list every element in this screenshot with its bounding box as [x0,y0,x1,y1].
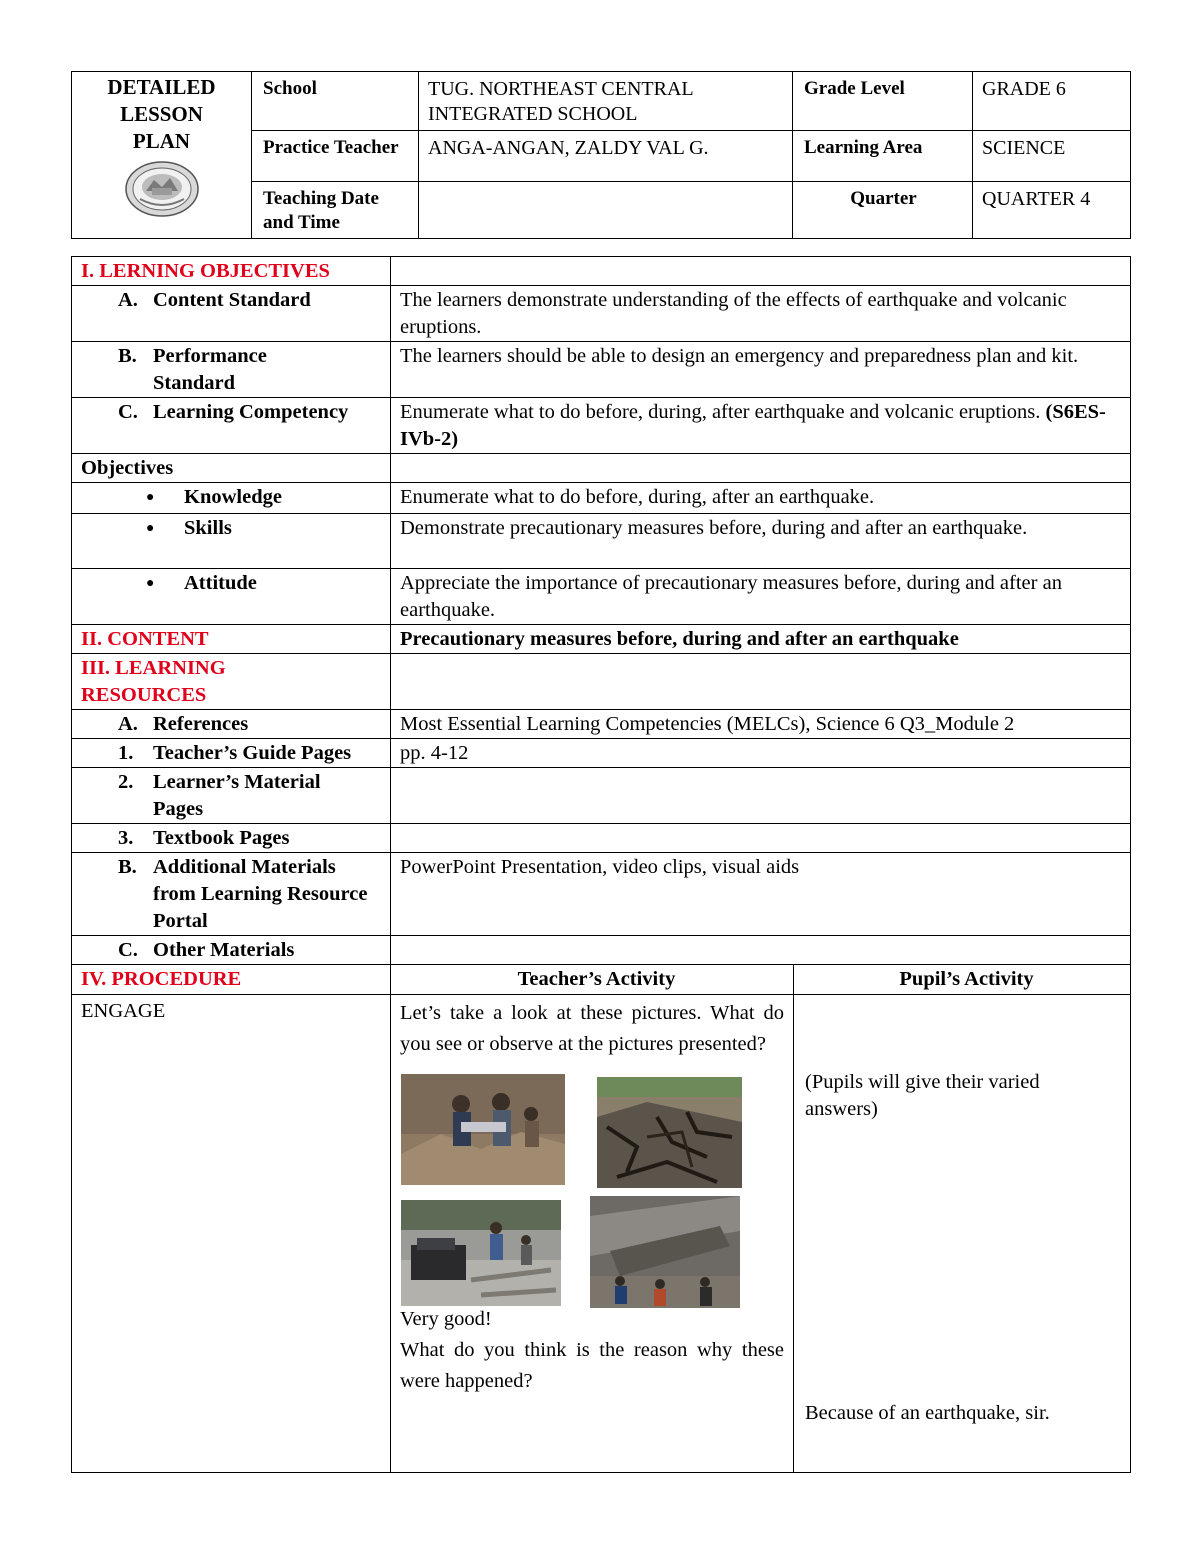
empty-cell [391,257,1131,286]
learning-competency-label [72,398,391,454]
content-standard-label [72,286,391,342]
school-value: TUG. NORTHEAST CENTRAL INTEGRATED SCHOOL [419,72,793,131]
additional-materials-text: Additional Materials from Learning Resource Portal [153,856,368,932]
learning-competency-code: (S6ES-IVb-2) [400,401,1106,450]
content-standard-text: Content Standard [153,289,311,311]
rescue-photo-icon [401,1074,565,1185]
school-label: School [252,72,419,131]
learners-material-value [391,768,1131,824]
learning-competency-desc: Enumerate what to do before, during, after earthquake and volcanic eruptions. [400,401,1041,423]
bullet-icon [72,570,184,599]
textbook-value [391,824,1131,853]
teacher-activity-header: Teacher’s Activity [391,965,794,995]
section-heading-objectives: I. LERNING OBJECTIVES [72,257,391,286]
section-heading-resources [72,654,391,710]
practice-teacher-value: ANGA-ANGAN, ZALDY VAL G. [419,131,793,182]
bullet-icon [72,515,184,544]
teachers-guide-label [72,739,391,768]
attitude-text: Attitude [184,572,257,594]
textbook-text: Textbook Pages [153,827,290,849]
empty-cell [391,454,1131,483]
content-value: Precautionary measures before, during and after an earthquake [391,625,1131,654]
learning-competency-num: C. [118,401,138,423]
pupil-activity-cell [794,995,1131,1473]
quarter-value: QUARTER 4 [973,182,1131,239]
additional-materials-num: B. [118,856,137,878]
teachers-guide-text: Teacher’s Guide Pages [153,742,352,764]
learners-material-num: 2. [118,771,134,793]
objectives-label: Objectives [72,454,391,483]
deped-seal-icon [124,161,200,217]
skills-label [72,514,391,569]
street-rubble-photo-icon [401,1200,561,1306]
other-materials-num: C. [118,939,138,961]
section-heading-content: II. CONTENT [72,625,391,654]
textbook-num: 3. [118,827,134,849]
grade-level-label: Grade Level [793,72,973,131]
pupil-activity-header: Pupil’s Activity [794,965,1131,995]
references-num: A. [118,713,138,735]
attitude-label [72,569,391,625]
learning-competency-text: Learning Competency [153,401,349,423]
knowledge-value: Enumerate what to do before, during, after an earthquake. [391,483,1131,514]
pupil-answer-1: (Pupils will give their varied answers) [805,1071,1040,1120]
teacher-activity-cell [391,995,794,1473]
skills-text: Skills [184,517,232,539]
pupil-answer-2: Because of an earthquake, sir. [805,1402,1050,1424]
textbook-label [72,824,391,853]
references-value: Most Essential Learning Competencies (MELCs), Science 6 Q3_Module 2 [391,710,1131,739]
references-label [72,710,391,739]
content-standard-num: A. [118,289,138,311]
performance-standard-text: Performance Standard [153,345,267,394]
additional-materials-value: PowerPoint Presentation, video clips, visual aids [391,853,1131,936]
performance-standard-label [72,342,391,398]
learning-area-label: Learning Area [793,131,973,182]
earthquake-photos [400,1074,784,1306]
performance-standard-value: The learners should be able to design an emergency and preparedness plan and kit. [391,342,1131,398]
grade-level-value: GRADE 6 [973,72,1131,131]
bullet-icon [72,484,184,513]
teacher-question: What do you think is the reason why these were happened? [400,1339,784,1392]
teaching-date-value [419,182,793,239]
learning-area-value: SCIENCE [973,131,1131,182]
teacher-prompt: Let’s take a look at these pictures. What do you see or observe at the pictures presented? [400,1002,784,1055]
collapsed-building-photo-icon [590,1196,740,1308]
knowledge-text: Knowledge [184,486,282,508]
teacher-praise: Very good! [400,1308,492,1330]
skills-value: Demonstrate precautionary measures before, during and after an earthquake. [391,514,1131,569]
header-table [71,71,1131,239]
learners-material-text: Learner’s Material Pages [153,771,321,820]
teachers-guide-value: pp. 4-12 [391,739,1131,768]
empty-cell [391,654,1131,710]
learning-competency-value [391,398,1131,454]
section-heading-procedure: IV. PROCEDURE [72,965,391,995]
teaching-date-label: Teaching Date and Time [252,182,419,239]
resources-heading-text: III. LEARNING RESOURCES [81,657,226,706]
engage-label: ENGAGE [72,995,391,1473]
additional-materials-label [72,853,391,936]
other-materials-value [391,936,1131,965]
other-materials-label [72,936,391,965]
practice-teacher-label: Practice Teacher [252,131,419,182]
teachers-guide-num: 1. [118,742,134,764]
attitude-value: Appreciate the importance of precautionary measures before, during and after an earthquake. [391,569,1131,625]
doc-type-title: DETAILED LESSON PLAN [107,75,216,153]
content-standard-value: The learners demonstrate understanding of the effects of earthquake and volcanic eruptions. [391,286,1131,342]
quarter-label: Quarter [793,182,973,239]
references-text: References [153,713,249,735]
cracked-road-photo-icon [597,1077,742,1188]
doc-type-cell [72,72,252,239]
knowledge-label [72,483,391,514]
learners-material-label [72,768,391,824]
performance-standard-num: B. [118,345,137,367]
other-materials-text: Other Materials [153,939,295,961]
lesson-plan-table [71,256,1131,1473]
